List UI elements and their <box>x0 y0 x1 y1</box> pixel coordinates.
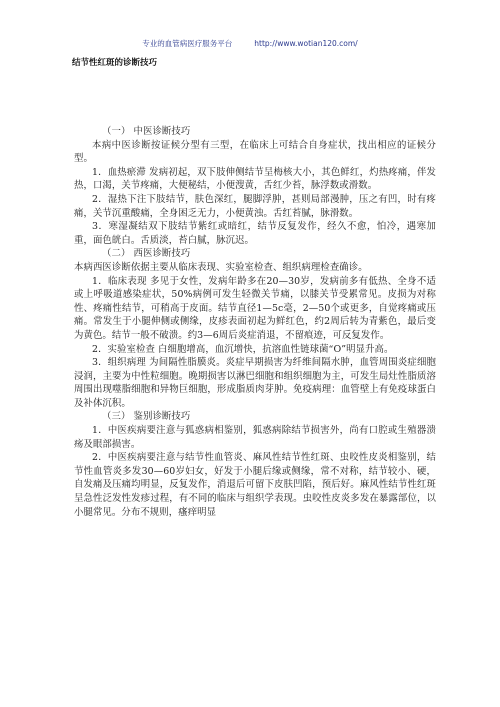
body-paragraph: 2．中医疾病要注意与结节性血管炎、麻风性结节性红斑、虫咬性皮炎相鉴别，结节性血管炎多发30—60岁妇女，好发于小腿后缘或侧缘，常不对称，结节较小、硬，自发痛及压痛均明显，反复发作，消退后可留下皮肤凹陷，预后好。麻风性结节性红斑呈急性泛发性发疹过程，有不同的临床与组织学表现。虫咬性皮炎多发在暴露部位，以小腿常见。分布不规则，瘙痒明显 <box>74 452 436 518</box>
body-paragraph: 1．血热瘀滞 发病初起，双下肢伸侧结节呈梅核大小，其色鲜红，灼热疼痛，伴发热，口渴，关节疼痛，大便秘结，小便溲黄，舌红少苔，脉浮数或滑数。 <box>74 166 436 192</box>
body-paragraph: 本病中医诊断按证候分型有三型，在临床上可结合自身症状，找出相应的证候分型。 <box>74 139 436 165</box>
body-paragraph: 3．寒湿凝结双下肢结节紫红或暗红，结节反复发作，经久不愈，怕冷，遇寒加重，面色㿠白。舌质淡，苔白腻，脉沉迟。 <box>74 221 436 246</box>
section-heading: （一） 中医诊断技巧 <box>102 126 191 137</box>
section-heading: （二） 西医诊断技巧 <box>102 248 191 260</box>
document-title: 结节性红斑的诊断技巧 <box>72 58 158 68</box>
body-paragraph: 本病西医诊断依据主要从临床表现、实验室检查、组织病理检查确诊。 <box>74 261 368 273</box>
document-body <box>74 125 436 519</box>
body-paragraph: 1．中医疾病要注意与狐惑病相鉴别，狐惑病除结节损害外，尚有口腔或生殖器溃疡及眼部损害。 <box>74 425 436 450</box>
site-url[interactable]: http://www.wotian120.com/ <box>254 39 358 48</box>
site-name: 专业的血管病医疗服务平台 <box>142 39 233 48</box>
body-paragraph: 2．湿热下注下肢结节，肤色深红，腿脚浮肿，甚则局部漫肿，压之有凹，时有疼痛，关节沉重酸痛，全身困乏无力，小便黄浊。舌红苔腻，脉滑数。 <box>74 193 436 219</box>
body-paragraph: 2．实验室检查 白细胞增高，血沉增快，抗溶血性链球菌“O”明显升高。 <box>92 343 394 355</box>
body-paragraph: 1．临床表现 多见于女性，发病年龄多在20—30岁，发病前多有低热、全身不适或上呼吸道感染症状，50%病例可发生轻微关节痛，以膝关节受累常见。皮损为对称性、疼痛性结节，可稍高于皮面。结节直径1—5c毫，2—50个或更多，自觉疼痛或压痛。常发生于小腿伸侧或侧缘，皮疹表面初起为鲜红色，约2周后转为青紫色，最后变为黄色。结节一般不破溃。约3—6周后炎症消退，不留痕迹，可反复发作。 <box>74 275 436 341</box>
page-header <box>0 38 500 49</box>
body-paragraph: 3．组织病理 为间隔性脂膜炎。炎症早期损害为纤维间隔水肿，血管周围炎症细胞浸润，主要为中性粒细胞。晚期损害以淋巴细胞和组织细胞为主，可发生局灶性脂质溶周围出现噬脂细胞和异物巨细胞，形成脂质肉芽肿。免疫病理：血管壁上有免疫球蛋白及补体沉积。 <box>74 357 436 409</box>
section-heading: （三） 鉴别诊断技巧 <box>102 411 191 423</box>
